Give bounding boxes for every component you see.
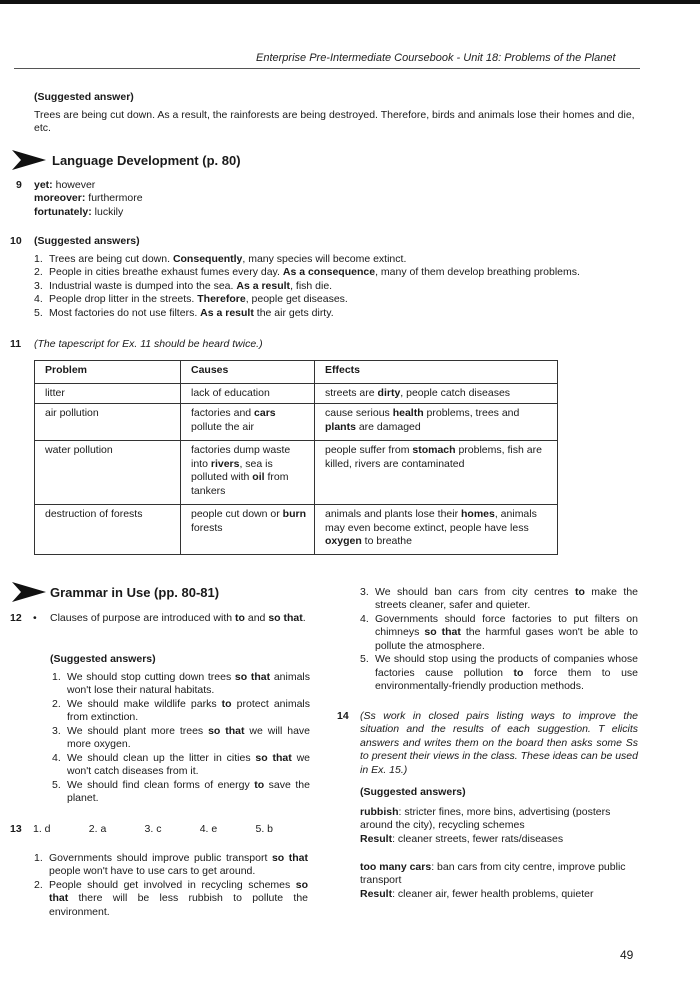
ex14-block-cars: too many cars: ban cars from city centre, improve public transport Result: cleaner air, fewer health problems, quieter	[360, 861, 626, 900]
problems-table	[34, 360, 558, 555]
list-item: 2. People in cities breathe exhaust fumes every day. As a consequence, many of them develop breathing problems.	[34, 266, 580, 279]
list-item: 3. We should ban cars from city centres to make the streets cleaner, safer and quieter.	[360, 586, 638, 612]
table-row	[35, 404, 558, 441]
ex13-number: 13	[10, 823, 22, 835]
ex12-list	[52, 671, 310, 805]
lang-dev-title: Language Development (p. 80)	[52, 153, 241, 168]
ex11-number: 11	[10, 338, 22, 350]
list-item: 1. Trees are being cut down. Consequently, many species will become extinct.	[34, 253, 407, 265]
intro-label: (Suggested answer)	[34, 91, 134, 103]
ex13-list-continued	[360, 586, 638, 694]
col-header-problem: Problem	[35, 361, 181, 384]
list-item: 5. We should find clean forms of energy to save the planet.	[52, 778, 310, 804]
cell-causes: lack of education	[181, 384, 315, 404]
table-header-row	[35, 361, 558, 384]
cell-effects: animals and plants lose their homes, animals may even become extinct, people have less oxygen to breathe	[315, 505, 558, 555]
table-row	[35, 505, 558, 555]
ex12-intro: Clauses of purpose are introduced with to and so that.	[50, 612, 306, 624]
list-item: 3. We should plant more trees so that we will have more oxygen.	[52, 724, 311, 751]
ex11-note: (The tapescript for Ex. 11 should be heard twice.)	[34, 338, 263, 350]
ex12-bullet: •	[33, 612, 37, 624]
list-item: 2. We should make wildlife parks to protect animals from extinction.	[52, 697, 310, 724]
section-arrow-icon	[12, 582, 46, 602]
cell-problem: water pollution	[35, 441, 181, 505]
ex14-label: (Suggested answers)	[360, 786, 466, 798]
ex9-answers: yet: however moreover: furthermore fortunately: luckily	[34, 179, 143, 218]
list-item: 5. Most factories do not use filters. As a result the air gets dirty.	[34, 306, 334, 319]
table-row	[35, 384, 558, 404]
header-rule	[14, 68, 640, 69]
ex10-list	[34, 253, 654, 320]
col-header-causes: Causes	[181, 361, 315, 384]
table-row	[35, 441, 558, 505]
col-header-effects: Effects	[315, 361, 558, 384]
ex12-number: 12	[10, 612, 22, 624]
cell-effects: people suffer from stomach problems, fish are killed, rivers are contaminated	[315, 441, 558, 505]
cell-causes: factories dump waste into rivers, sea is polluted with oil from tankers	[181, 441, 315, 505]
list-item: 4. People drop litter in the streets. Therefore, people get diseases.	[34, 293, 348, 306]
section-arrow-icon	[12, 150, 46, 170]
list-item: 4. We should clean up the litter in cities so that we won't catch diseases from it.	[52, 751, 310, 778]
cell-effects: streets are dirty, people catch diseases	[315, 384, 558, 404]
ex14-note: (Ss work in closed pairs listing ways to improve the situation and the results of each suggestion. T elicits answers and writes them on the board then asks some Ss to present their views in the class. These ideas can be used in Ex. 15.)	[360, 710, 638, 776]
top-border	[0, 0, 700, 4]
ex10-label: (Suggested answers)	[34, 235, 140, 247]
page-number: 49	[620, 948, 634, 962]
cell-problem: litter	[35, 384, 181, 404]
list-item: 1. Governments should improve public transport so that people won't have to use cars to get around.	[34, 852, 308, 878]
list-item: 2. People should get involved in recycling schemes so that there will be less rubbish to pollute the environment.	[34, 878, 308, 918]
ex13-list	[34, 852, 308, 919]
ex13-answers: 1. d 2. a 3. c 4. e 5. b	[33, 823, 273, 835]
list-item: 5. We should stop using the products of companies whose factories cause pollution to force them to use environmentally-friendly production methods.	[360, 653, 638, 693]
ex14-block-rubbish: rubbish: stricter fines, more bins, advertising (posters around the city), recycling schemes Result: cleaner streets, fewer rats/diseases	[360, 806, 611, 845]
cell-problem: destruction of forests	[35, 505, 181, 555]
cell-problem: air pollution	[35, 404, 181, 441]
list-item: 4. Governments should force factories to put filters on chimneys so that the harmful gases won't be able to pollute the atmosphere.	[360, 612, 639, 652]
cell-effects: cause serious health problems, trees and plants are damaged	[315, 404, 558, 441]
list-item: 3. Industrial waste is dumped into the sea. As a result, fish die.	[34, 279, 333, 292]
cell-causes: factories and cars pollute the air	[181, 404, 315, 441]
cell-causes: people cut down or burn forests	[181, 505, 315, 555]
list-item: 1. We should stop cutting down trees so that animals won't lose their natural habitats.	[52, 671, 311, 697]
ex9-number: 9	[16, 179, 22, 191]
running-header: Enterprise Pre-Intermediate Coursebook - Unit 18: Problems of the Planet	[256, 52, 616, 64]
ex12-label: (Suggested answers)	[50, 653, 156, 665]
intro-text: Trees are being cut down. As a result, the rainforests are being destroyed. Therefore, birds and animals lose their homes and die, etc.	[34, 109, 635, 135]
ex10-number: 10	[10, 235, 22, 247]
grammar-title: Grammar in Use (pp. 80-81)	[50, 585, 220, 600]
ex14-number: 14	[337, 710, 349, 722]
